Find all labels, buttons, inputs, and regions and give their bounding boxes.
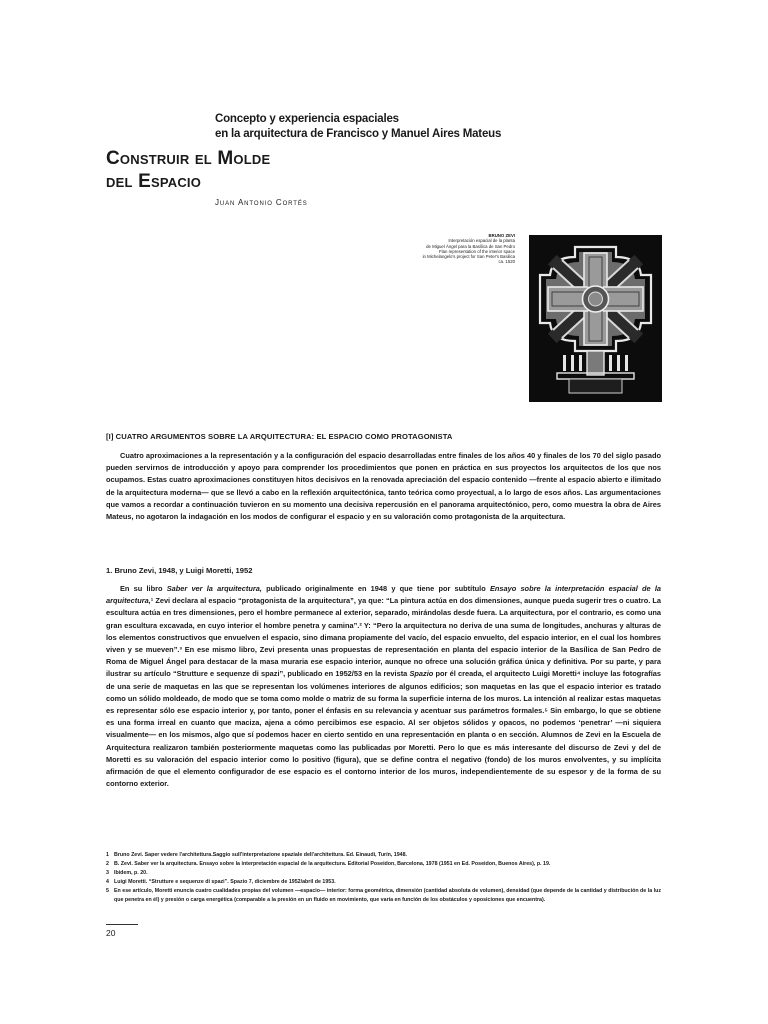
p2-part-b: publicado originalmente en 1948 y que tiene por subtítulo xyxy=(261,584,490,593)
author-name: Juan Antonio Cortés xyxy=(215,198,308,207)
article-subtitle xyxy=(215,112,615,142)
caption-line-6: ca. 1520 xyxy=(498,259,515,265)
page-number: 20 xyxy=(106,928,116,938)
subtitle-line-2: en la arquitectura de Francisco y Manuel Aires Mateus xyxy=(215,128,502,140)
footnote-5 xyxy=(106,887,661,905)
footnote-text: En ese artículo, Moretti enuncia cuatro cualidades propias del volumen —espacio— interior: forma geométrica, dimensión (cantidad absoluta de volumen), densidad (que depende de la cantidad y distribución de la luz que penetra en él) y presión o carga energética (comparable a la presión en un fluido en movimiento, que varía en función de los obstáculos y oposiciones que encuentra). xyxy=(114,888,661,903)
subsection-heading: 1. Bruno Zevi, 1948, y Luigi Moretti, 1952 xyxy=(106,566,253,575)
footnote-number: 3 xyxy=(106,870,109,876)
caption-line-1: BRUNO ZEVI xyxy=(488,233,515,238)
basilica-plan-drawing xyxy=(529,235,662,402)
basilica-plan-figure xyxy=(529,235,662,402)
p2-magazine-name: Spazio xyxy=(409,669,434,679)
article-title xyxy=(106,147,526,193)
footnote-number: 2 xyxy=(106,861,109,867)
footnote-3 xyxy=(106,869,661,878)
footnote-text: Bruno Zevi. Saper vedere l'architettura.Saggio sull'interpretazione spaziale dell'architettura. Ed. Einaudi, Turín, 1948. xyxy=(114,852,408,858)
p2-book-title: Saber ver la arquitectura, xyxy=(166,584,262,593)
footnote-number: 1 xyxy=(106,852,109,858)
title-line-2: del Espacio xyxy=(106,171,202,192)
footnotes xyxy=(106,851,661,905)
footnote-number: 5 xyxy=(106,888,109,894)
body-paragraph-2 xyxy=(106,583,661,790)
subtitle-line-1: Concepto y experiencia espaciales xyxy=(215,113,399,125)
caption-line-2: Interpretación espacial de la planta xyxy=(448,238,515,244)
footnote-text: Ibidem, p. 20. xyxy=(114,870,148,876)
footnote-2 xyxy=(106,860,661,869)
paragraph-1-text: Cuatro aproximaciones a la representación y a la configuración del espacio desarrolladas entre finales de los años 40 y finales de los 70 del siglo pasado pueden servirnos de introducción y apoyo para comprender los procedimientos que ponen en práctica en sus proyectos los arquitectos de los que nos ocupamos. Estas cuatro aproximaciones constituyen hitos decisivos en la renovada apreciación del espacio contenido —frente al espacio abierto e ilimitado de la arquitectura moderna— que se llevó a cabo en la reflexión arquitectónica, tanto teórica como proyectual, a lo largo de esos años. Las argumentaciones que vamos a recordar a continuación tuvieron en su momento una decisiva repercusión en el panorama arquitectónico, pero, como muestra la obra de Aires Mateus, no agotaron la indagación en los modos de configurar el espacio y en su valoración como protagonista de la arquitectura. xyxy=(106,451,661,522)
footnote-text: Luigi Moretti. “Strutture e sequenze di spazi”. Spazio 7, diciembre de 1952/abril de 1953. xyxy=(114,879,336,885)
p2-part-c: ¹ Zevi declara al espacio “protagonista de la arquitectura”, ya que: “La pintura actúa en dos dimensiones, aunque pueda sugerir tres o cuatro. La escultura actúa en tres dimensiones, pero el hombre permanece al exterior, separado, mirándolas desde fuera. La arquitectura, por el contrario, es como una gran escultura excavada, en cuyo interior el hombre penetra y camina”.² Y: “Pero la arquitectura no deriva de una suma de longitudes, anchuras y alturas de los elementos constructivos que envuelven el espacio, sino dimana propiamente del vacío, del espacio envuelto, del espacio interior, en el cual los hombres viven y se mueven”.³ En ese mismo libro, Zevi presenta unas propuestas de representación en planta del espacio interior de la Basílica de San Pedro de Roma de Miguel Ángel para destacar de la masa muraria ese espacio interior, aunque no ofrece una solución gráfica única y definitiva. Por su parte, y para ilustrar su artículo “Strutture e sequenze di spazi”, publicado en 1952/53 en la revista xyxy=(106,596,661,679)
footnote-4 xyxy=(106,878,661,887)
caption-line-5: in Michelangelo's project for San Peter's Basilica xyxy=(422,254,515,260)
page-number-rule xyxy=(106,924,138,925)
section-heading: [I] CUATRO ARGUMENTOS SOBRE LA ARQUITECTURA: EL ESPACIO COMO PROTAGONISTA xyxy=(106,432,453,441)
figure-caption xyxy=(395,233,515,265)
caption-line-3: de Miguel Ángel para la Basílica de San Pedro xyxy=(426,243,515,249)
body-paragraph-1 xyxy=(106,450,661,523)
footnote-1 xyxy=(106,851,661,860)
paragraph-2-text xyxy=(106,583,661,790)
footnote-number: 4 xyxy=(106,879,109,885)
title-line-1: Construir el Molde xyxy=(106,148,271,169)
p2-part-a: En su libro xyxy=(120,584,167,593)
p2-book-subtitle: Ensayo sobre la interpretación espacial de la arquitectura, xyxy=(106,584,661,606)
p2-part-d: por él creada, el arquitecto Luigi Moretti⁴ incluye las fotografías de una serie de maquetas en las que se representan los volúmenes interiores de algunos edificios; son maquetas en las que el espacio interior es tratado como un sólido moldeado, de modo que se toma como molde o matriz de su forma la superficie interna de los muros. La intención al realizar estas maquetas es representar sólo ese espacio interior y, por tanto, poner el énfasis en su relevancia y acentuar sus parámetros formales.⁵ Sin embargo, lo que se obtiene es una forma irreal en cuanto que maciza, ajena a cómo percibimos ese espacio. Al ser objetos sólidos y opacos, no podemos ‘penetrar’ —ni siquiera visualmente— en los mismos, algo que sí podemos hacer en cierto sentido en una representación en planta o en sección. Alumnos de Zevi en la Escuela de Arquitectura realizaron también posteriormente maquetas como las publicadas por Moretti. Pero lo que es más interesante del discurso de Zevi y del de Moretti es su valoración del espacio interior como lo positivo (figura), que se define contra el negativo (fondo) de los muros envolventes, y su implícita afirmación de que el elemento configurador de ese espacio es el contorno interior de los muros, independientemente de su espesor y de la forma de su contorno exterior. xyxy=(106,669,661,789)
caption-line-4: Flan representation of the interior space xyxy=(439,248,515,254)
footnote-text: B. Zevi. Saber ver la arquitectura. Ensayo sobre la interpretación espacial de la arquitectura. Editorial Poseidon, Barcelona, 1978 (1951 en Ed. Poseidon, Buenos Aires), p. 19. xyxy=(114,861,551,867)
